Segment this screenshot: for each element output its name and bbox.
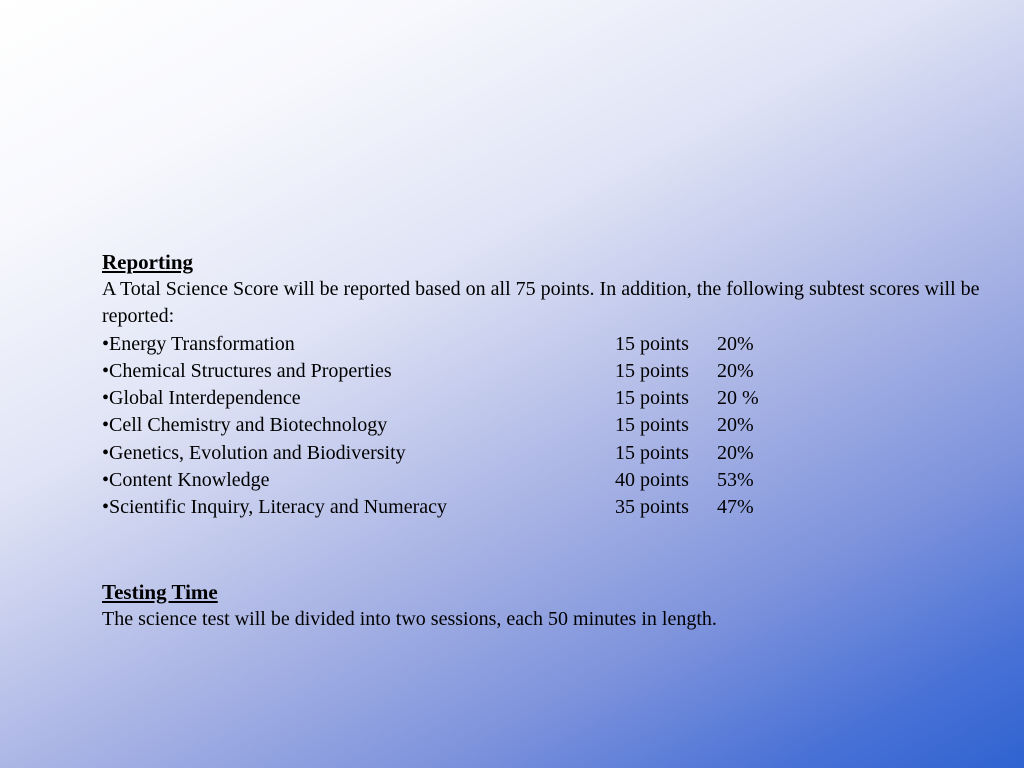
subtest-name: •Content Knowledge <box>102 469 270 492</box>
subtest-percent: 20% <box>717 441 754 464</box>
subtest-name: •Genetics, Evolution and Biodiversity <box>102 441 406 464</box>
subtest-row <box>102 440 1002 467</box>
subtest-name: •Chemical Structures and Properties <box>102 359 392 382</box>
subtest-points: 15 points <box>615 387 689 410</box>
subtest-row <box>102 358 1002 385</box>
subtest-row <box>102 467 1002 494</box>
subtest-percent: 20% <box>717 414 754 437</box>
subtest-name: •Energy Transformation <box>102 332 295 355</box>
slide-content <box>102 248 1002 633</box>
subtest-percent: 20% <box>717 332 754 355</box>
subtest-row <box>102 412 1002 439</box>
subtest-percent: 20 % <box>717 387 759 410</box>
subtest-percent: 47% <box>717 496 754 519</box>
reporting-heading: Reporting <box>102 250 193 274</box>
section-spacer <box>102 522 1002 578</box>
testing-time-text: The science test will be divided into two sessions, each 50 minutes in length. <box>102 607 717 630</box>
subtest-row <box>102 331 1002 358</box>
subtest-points: 35 points <box>615 496 689 519</box>
subtest-points: 15 points <box>615 359 689 382</box>
testing-time-section <box>102 578 1002 633</box>
subtest-points: 40 points <box>615 469 689 492</box>
subtest-list <box>102 331 1002 522</box>
subtest-points: 15 points <box>615 332 689 355</box>
testing-time-heading: Testing Time <box>102 579 218 604</box>
subtest-row <box>102 385 1002 412</box>
subtest-percent: 53% <box>717 469 754 492</box>
subtest-name: •Cell Chemistry and Biotechnology <box>102 414 388 437</box>
subtest-row <box>102 494 1002 521</box>
reporting-intro: A Total Science Score will be reported based on all 75 points. In addition, the following subtest scores will be reported: <box>102 278 980 328</box>
subtest-name: •Global Interdependence <box>102 387 301 410</box>
subtest-points: 15 points <box>615 414 689 437</box>
subtest-name: •Scientific Inquiry, Literacy and Numeracy <box>102 496 448 519</box>
subtest-points: 15 points <box>615 441 689 464</box>
subtest-percent: 20% <box>717 359 754 382</box>
